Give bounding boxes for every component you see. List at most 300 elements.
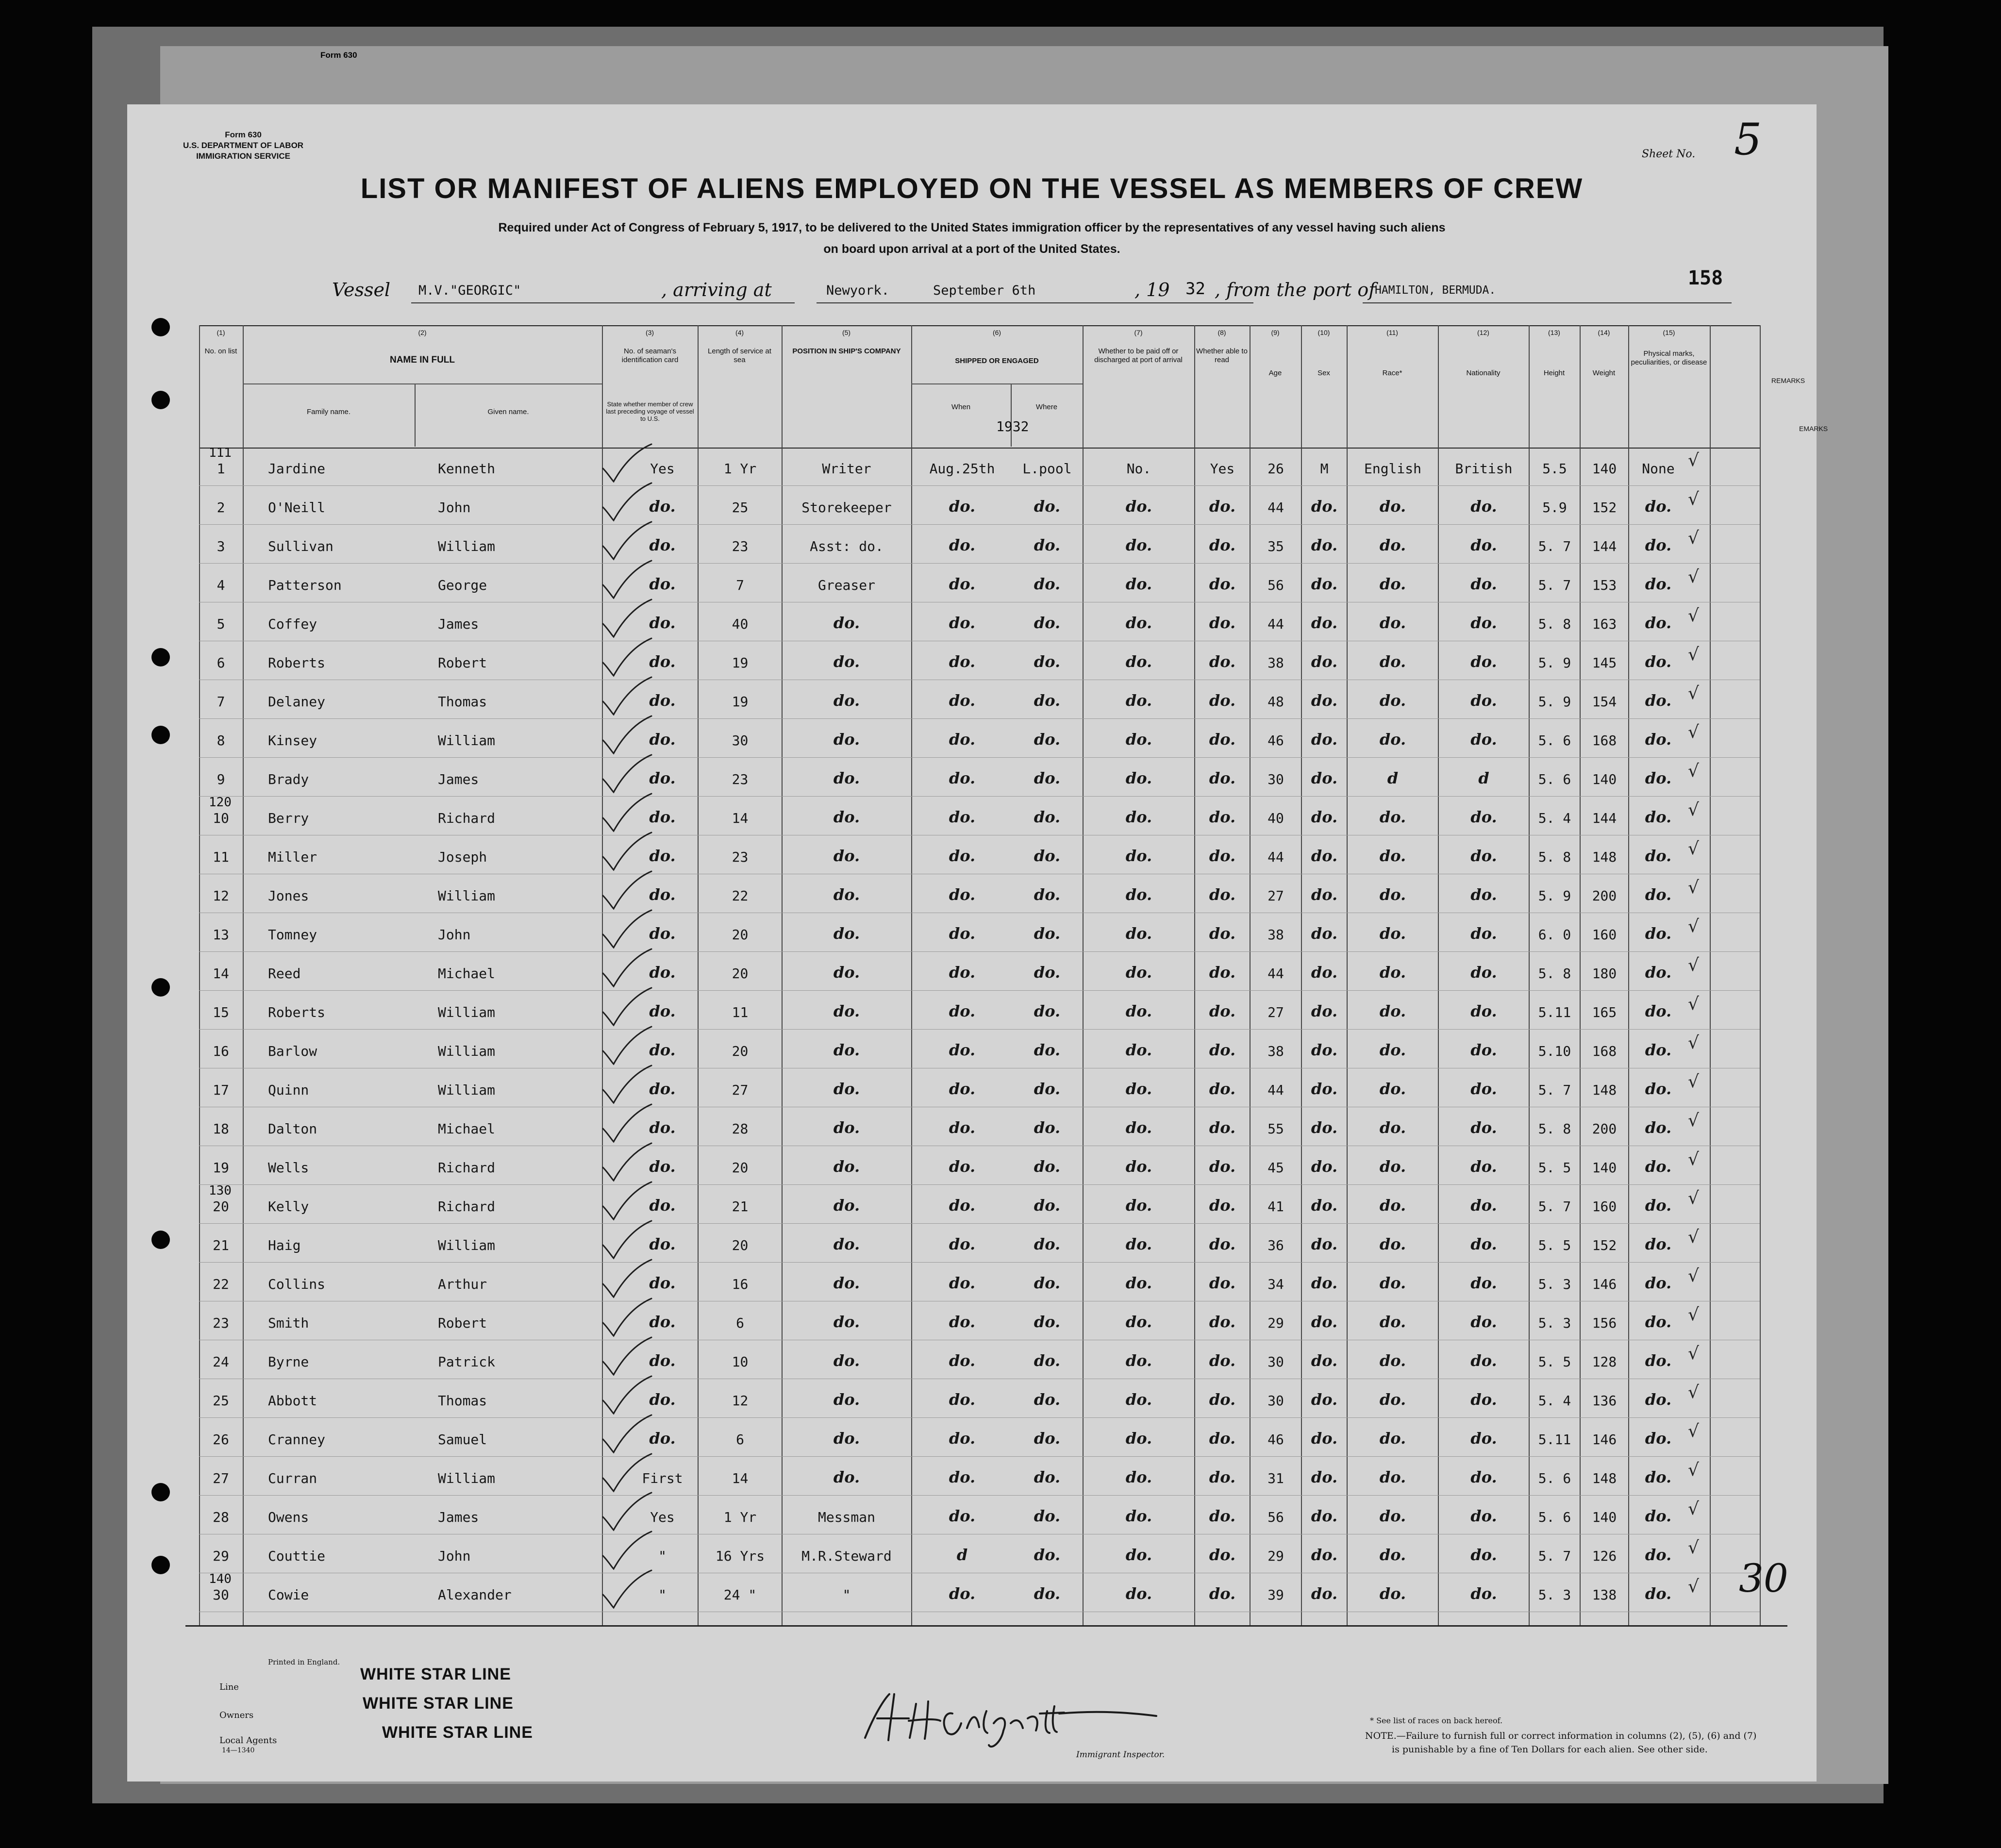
header-able-to-read: Whether able to read [1196, 347, 1248, 364]
cell-card: do. [649, 963, 676, 982]
cell-card: do. [649, 1351, 676, 1370]
cell-service: 25 [732, 499, 749, 516]
cell-position: do. [833, 1390, 860, 1409]
cell-age: 35 [1267, 538, 1284, 554]
header-when: When [951, 403, 971, 411]
cell-read: do. [1209, 1313, 1236, 1331]
cell-nationality: do. [1470, 1546, 1497, 1564]
cell-when: d [956, 1546, 968, 1564]
cell-age: 29 [1267, 1315, 1284, 1331]
subtitle-line-2: on board upon arrival at a port of the United States. [823, 242, 1120, 256]
cell-position: do. [833, 885, 860, 904]
cell-family: Miller [268, 849, 317, 865]
cell-where: do. [1034, 1274, 1061, 1292]
cell-when: do. [949, 1507, 976, 1525]
cell-race: do. [1379, 652, 1406, 671]
cell-sex: do. [1311, 808, 1338, 826]
cell-card: do. [649, 536, 676, 554]
cell-height: 5. 5 [1538, 1237, 1571, 1253]
arrival-date: September 6th [933, 283, 1036, 298]
table-row [127, 795, 1699, 834]
cell-read: do. [1209, 1507, 1236, 1525]
cell-position: do. [833, 1002, 860, 1020]
cell-marks: None [1642, 461, 1675, 477]
arrival-underline [817, 302, 1253, 303]
col-7-number: (7) [1134, 329, 1143, 336]
cell-service: 23 [732, 771, 749, 787]
cell-service: 19 [732, 694, 749, 710]
cell-sex: do. [1311, 1041, 1338, 1059]
checkmark-stroke [593, 1024, 661, 1068]
cell-when: Aug.25th [929, 461, 995, 477]
cell-when: do. [949, 497, 976, 516]
cell-family: Smith [268, 1315, 309, 1331]
cell-card: do. [649, 885, 676, 904]
cell-no: 8 [217, 733, 225, 749]
printed-in-england: Printed in England. [268, 1658, 340, 1666]
cell-paid: do. [1125, 1429, 1152, 1448]
cell-when: do. [949, 1390, 976, 1409]
cell-when: do. [949, 1118, 976, 1137]
cell-paid: do. [1125, 497, 1152, 516]
cell-given: William [438, 888, 496, 904]
cell-nationality: do. [1470, 1196, 1497, 1215]
table-row [127, 1107, 1699, 1145]
cell-marks: do. [1645, 924, 1672, 943]
cell-service: 20 [732, 966, 749, 982]
cell-read: do. [1209, 730, 1236, 749]
cell-race: do. [1379, 1390, 1406, 1409]
col-10-number: (10) [1317, 329, 1330, 336]
cell-age: 48 [1267, 694, 1284, 710]
cell-no: 29 [213, 1548, 229, 1564]
cell-weight: 136 [1592, 1393, 1617, 1409]
cell-no: 4 [217, 577, 225, 593]
cell-where: do. [1034, 885, 1061, 904]
check-tick: √ [1688, 606, 1699, 626]
cell-race: do. [1379, 497, 1406, 516]
checkmark-stroke [593, 752, 661, 796]
checkmark-stroke [593, 985, 661, 1029]
cell-read: do. [1209, 1002, 1236, 1020]
cell-sex: do. [1311, 1429, 1338, 1448]
cell-family: Dalton [268, 1121, 317, 1137]
cell-given: Samuel [438, 1432, 487, 1448]
cell-family: Quinn [268, 1082, 309, 1098]
cell-where: do. [1034, 1507, 1061, 1525]
cell-given: Robert [438, 655, 487, 671]
sheet-number: 5 [1734, 114, 1762, 165]
cell-family: Curran [268, 1470, 317, 1486]
cell-when: do. [949, 847, 976, 865]
cell-card: do. [649, 652, 676, 671]
cell-marks: do. [1645, 1118, 1672, 1137]
list-tally: 120 [209, 795, 232, 810]
cell-no: 5 [217, 616, 225, 632]
year-suffix: 32 [1185, 279, 1205, 299]
cell-age: 45 [1267, 1160, 1284, 1176]
cell-read: do. [1209, 1157, 1236, 1176]
cell-weight: 165 [1592, 1004, 1617, 1020]
cell-where: do. [1034, 1584, 1061, 1603]
cell-age: 56 [1267, 1509, 1284, 1525]
cell-position: do. [833, 1429, 860, 1448]
cell-marks: do. [1645, 885, 1672, 904]
cell-no: 7 [217, 694, 225, 710]
table-row [127, 1379, 1699, 1416]
cell-weight: 148 [1592, 1470, 1617, 1486]
check-tick: √ [1688, 800, 1699, 820]
top-form-number: Form 630 [320, 50, 357, 60]
check-tick: √ [1688, 839, 1699, 859]
check-tick: √ [1688, 450, 1699, 470]
cell-where: do. [1034, 614, 1061, 632]
cell-height: 5. 4 [1538, 810, 1571, 826]
cell-family: Owens [268, 1509, 309, 1525]
cell-position: do. [833, 1235, 860, 1253]
cell-marks: do. [1645, 730, 1672, 749]
cell-weight: 146 [1592, 1432, 1617, 1448]
cell-paid: do. [1125, 1546, 1152, 1564]
cell-sex: do. [1311, 769, 1338, 787]
cell-paid: do. [1125, 924, 1152, 943]
cell-race: do. [1379, 1080, 1406, 1098]
cell-height: 5. 6 [1538, 771, 1571, 787]
punch-hole [151, 318, 170, 336]
table-row [127, 563, 1699, 601]
col-14-number: (14) [1598, 329, 1610, 336]
check-tick: √ [1688, 489, 1699, 509]
header-shipped-or-engaged: SHIPPED OR ENGAGED [955, 357, 1039, 365]
race-note: * See list of races on back hereof. [1370, 1716, 1503, 1725]
cell-read: do. [1209, 1546, 1236, 1564]
cell-position: do. [833, 847, 860, 865]
cell-paid: do. [1125, 1002, 1152, 1020]
cell-no: 9 [217, 771, 225, 787]
cell-race: do. [1379, 691, 1406, 710]
check-tick: √ [1688, 528, 1699, 548]
cell-race: do. [1379, 808, 1406, 826]
line-label: Line [219, 1682, 239, 1692]
cell-height: 5. 7 [1538, 577, 1571, 593]
cell-nationality: do. [1470, 1002, 1497, 1020]
cell-height: 5. 8 [1538, 849, 1571, 865]
cell-no: 25 [213, 1393, 229, 1409]
cell-sex: do. [1311, 497, 1338, 516]
checkmark-stroke [593, 1218, 661, 1262]
cell-family: Roberts [268, 1004, 326, 1020]
cell-race: do. [1379, 614, 1406, 632]
cell-paid: do. [1125, 1351, 1152, 1370]
cell-service: 14 [732, 1470, 749, 1486]
cell-where: do. [1034, 652, 1061, 671]
check-tick: √ [1688, 761, 1699, 781]
checkmark-stroke [593, 791, 661, 835]
cell-sex: do. [1311, 847, 1338, 865]
cell-read: do. [1209, 1118, 1236, 1137]
check-tick: √ [1688, 1188, 1699, 1208]
cell-no: 3 [217, 538, 225, 554]
cell-height: 5. 6 [1538, 1470, 1571, 1486]
cell-race: d [1387, 769, 1399, 787]
cell-race: do. [1379, 1429, 1406, 1448]
check-tick: √ [1688, 1149, 1699, 1169]
cell-no: 10 [213, 810, 229, 826]
checkmark-stroke [593, 519, 661, 563]
col-8-number: (8) [1217, 329, 1226, 336]
table-row [127, 1146, 1699, 1183]
list-tally: 140 [209, 1572, 232, 1586]
cell-sex: do. [1311, 691, 1338, 710]
cell-position: M.R.Steward [801, 1548, 892, 1564]
cell-sex: do. [1311, 652, 1338, 671]
cell-sex: do. [1311, 1351, 1338, 1370]
penalty-note-line-1: NOTE.—Failure to furnish full or correct information in columns (2), (5), (6) and (7) [1365, 1731, 1757, 1741]
cell-position: do. [833, 1313, 860, 1331]
checkmark-stroke [593, 1451, 661, 1495]
cell-sex: do. [1311, 730, 1338, 749]
arriving-label: , arriving at [661, 279, 772, 300]
cell-marks: do. [1645, 1235, 1672, 1253]
cell-age: 44 [1267, 499, 1284, 516]
cell-weight: 144 [1592, 538, 1617, 554]
cell-age: 38 [1267, 655, 1284, 671]
table-row [127, 1417, 1699, 1455]
cell-position: do. [833, 691, 860, 710]
check-tick: √ [1688, 1577, 1699, 1597]
cell-weight: 148 [1592, 849, 1617, 865]
cell-when: do. [949, 1196, 976, 1215]
cell-service: 1 Yr [723, 461, 757, 477]
cell-position: do. [833, 1196, 860, 1215]
cell-given: James [438, 1509, 479, 1525]
cell-height: 5. 3 [1538, 1276, 1571, 1292]
cell-position: do. [833, 614, 860, 632]
agents-stamp: WHITE STAR LINE [382, 1723, 533, 1742]
cell-sex: do. [1311, 963, 1338, 982]
checkmark-stroke [593, 481, 661, 524]
cell-height: 6. 0 [1538, 927, 1571, 943]
cell-given: William [438, 1237, 496, 1253]
cell-read: do. [1209, 1584, 1236, 1603]
header-length-of-service: Length of service at sea [708, 347, 771, 364]
cell-family: Cranney [268, 1432, 326, 1448]
checkmark-stroke [593, 1063, 661, 1107]
checkmark-stroke [593, 908, 661, 951]
cell-family: Kelly [268, 1199, 309, 1215]
table-row [127, 1262, 1699, 1300]
cell-race: do. [1379, 1351, 1406, 1370]
cell-weight: 140 [1592, 771, 1617, 787]
cell-sex: do. [1311, 1313, 1338, 1331]
cell-weight: 160 [1592, 1199, 1617, 1215]
cell-where: do. [1034, 1546, 1061, 1564]
cell-given: Richard [438, 1160, 496, 1176]
header-weight: Weight [1592, 369, 1616, 377]
cell-nationality: do. [1470, 924, 1497, 943]
cell-age: 31 [1267, 1470, 1284, 1486]
cell-paid: do. [1125, 614, 1152, 632]
cell-card: First [642, 1470, 683, 1486]
cell-weight: 146 [1592, 1276, 1617, 1292]
cell-when: do. [949, 1313, 976, 1331]
cell-weight: 152 [1592, 499, 1617, 516]
cell-where: do. [1034, 536, 1061, 554]
port-underline [1363, 302, 1732, 303]
cell-given: William [438, 538, 496, 554]
cell-family: Byrne [268, 1354, 309, 1370]
cell-race: do. [1379, 1002, 1406, 1020]
cell-sex: M [1320, 461, 1329, 477]
checkmark-stroke [593, 442, 661, 485]
checkmark-stroke [593, 869, 661, 913]
checkmark-stroke [593, 1296, 661, 1340]
cell-age: 26 [1267, 461, 1284, 477]
cell-no: 1 [217, 461, 225, 477]
checkmark-stroke [593, 947, 661, 990]
cell-marks: do. [1645, 575, 1672, 593]
cell-when: do. [949, 963, 976, 982]
cell-race: do. [1379, 1584, 1406, 1603]
cell-marks: do. [1645, 691, 1672, 710]
checkmark-stroke [593, 1374, 661, 1417]
cell-card: Yes [650, 1509, 675, 1525]
cell-nationality: d [1478, 769, 1489, 787]
cell-card: do. [649, 924, 676, 943]
header-physical-marks: Physical marks, peculiarities, or disease [1631, 350, 1707, 366]
shipped-subrule [911, 383, 1083, 384]
cell-card: do. [649, 730, 676, 749]
checkmark-stroke [593, 714, 661, 757]
cell-family: Delaney [268, 694, 326, 710]
cell-height: 5. 7 [1538, 1548, 1571, 1564]
cell-age: 39 [1267, 1587, 1284, 1603]
cell-paid: do. [1125, 1118, 1152, 1137]
cell-read: do. [1209, 691, 1236, 710]
col-15-number: (15) [1663, 329, 1675, 336]
cell-service: 30 [732, 733, 749, 749]
cell-sex: do. [1311, 1390, 1338, 1409]
cell-no: 22 [213, 1276, 229, 1292]
cell-when: do. [949, 808, 976, 826]
cell-paid: do. [1125, 1041, 1152, 1059]
cell-where: do. [1034, 1118, 1061, 1137]
table-row [127, 485, 1699, 523]
cell-card: " [658, 1548, 667, 1564]
cell-height: 5. 7 [1538, 1199, 1571, 1215]
cell-service: 7 [736, 577, 744, 593]
checkmark-stroke [593, 675, 661, 718]
cell-read: do. [1209, 963, 1236, 982]
checkmark-stroke [593, 1102, 661, 1146]
cell-given: Kenneth [438, 461, 496, 477]
cell-marks: do. [1645, 808, 1672, 826]
cell-read: do. [1209, 1196, 1236, 1215]
cell-race: do. [1379, 963, 1406, 982]
cell-card: do. [649, 497, 676, 516]
table-row [127, 1068, 1699, 1106]
cell-race: do. [1379, 575, 1406, 593]
port-label: , from the port of [1215, 279, 1376, 300]
cell-height: 5. 8 [1538, 1121, 1571, 1137]
cell-position: do. [833, 1274, 860, 1292]
cell-where: do. [1034, 497, 1061, 516]
cell-no: 19 [213, 1160, 229, 1176]
cell-paid: do. [1125, 1313, 1152, 1331]
cell-service: 20 [732, 927, 749, 943]
cell-race: do. [1379, 1274, 1406, 1292]
cell-height: 5.10 [1538, 1043, 1571, 1059]
cell-age: 44 [1267, 966, 1284, 982]
cell-service: 10 [732, 1354, 749, 1370]
cell-sex: do. [1311, 1002, 1338, 1020]
cell-when: do. [949, 885, 976, 904]
cell-where: do. [1034, 1468, 1061, 1486]
cell-given: John [438, 927, 471, 943]
cell-given: William [438, 1082, 496, 1098]
cell-race: do. [1379, 924, 1406, 943]
cell-marks: do. [1645, 1313, 1672, 1331]
cell-position: Greaser [817, 577, 875, 593]
cell-service: 6 [736, 1315, 744, 1331]
cell-family: Abbott [268, 1393, 317, 1409]
cell-read: do. [1209, 614, 1236, 632]
table-row [127, 990, 1699, 1028]
cell-paid: do. [1125, 1157, 1152, 1176]
cell-height: 5. 7 [1538, 538, 1571, 554]
cell-card: do. [649, 1157, 676, 1176]
cell-height: 5. 6 [1538, 733, 1571, 749]
cell-position: Asst: do. [810, 538, 884, 554]
header-remarks: REMARKS [1771, 377, 1805, 384]
header-paid-off: Whether to be paid off or discharged at port of arrival [1094, 347, 1183, 364]
line-stamp: WHITE STAR LINE [360, 1665, 511, 1683]
cell-service: 6 [736, 1432, 744, 1448]
penalty-note-line-2: is punishable by a fine of Ten Dollars for each alien. See other side. [1392, 1744, 1708, 1755]
cell-read: do. [1209, 497, 1236, 516]
cell-paid: do. [1125, 536, 1152, 554]
cell-no: 18 [213, 1121, 229, 1137]
header-remarks-second-sheet: EMARKS [1799, 425, 1828, 433]
cell-no: 24 [213, 1354, 229, 1370]
column-rule [1011, 383, 1012, 447]
table-row [127, 757, 1699, 795]
cell-where: do. [1034, 1351, 1061, 1370]
cell-age: 27 [1267, 1004, 1284, 1020]
cell-race: do. [1379, 1468, 1406, 1486]
table-row [127, 1456, 1699, 1494]
cell-weight: 160 [1592, 927, 1617, 943]
cell-card: do. [649, 575, 676, 593]
cell-paid: do. [1125, 847, 1152, 865]
cell-race: do. [1379, 536, 1406, 554]
checkmark-stroke [593, 636, 661, 680]
cell-read: do. [1209, 1351, 1236, 1370]
cell-age: 34 [1267, 1276, 1284, 1292]
col-4-number: (4) [735, 329, 744, 336]
cell-service: 24 " [723, 1587, 757, 1603]
cell-where: do. [1034, 691, 1061, 710]
cell-weight: 153 [1592, 577, 1617, 593]
header-given-name: Given name. [487, 408, 529, 416]
cell-where: do. [1034, 847, 1061, 865]
cell-paid: do. [1125, 885, 1152, 904]
cell-nationality: do. [1470, 575, 1497, 593]
cell-family: Couttie [268, 1548, 326, 1564]
cell-given: Richard [438, 810, 496, 826]
cell-race: do. [1379, 1041, 1406, 1059]
cell-paid: do. [1125, 1390, 1152, 1409]
